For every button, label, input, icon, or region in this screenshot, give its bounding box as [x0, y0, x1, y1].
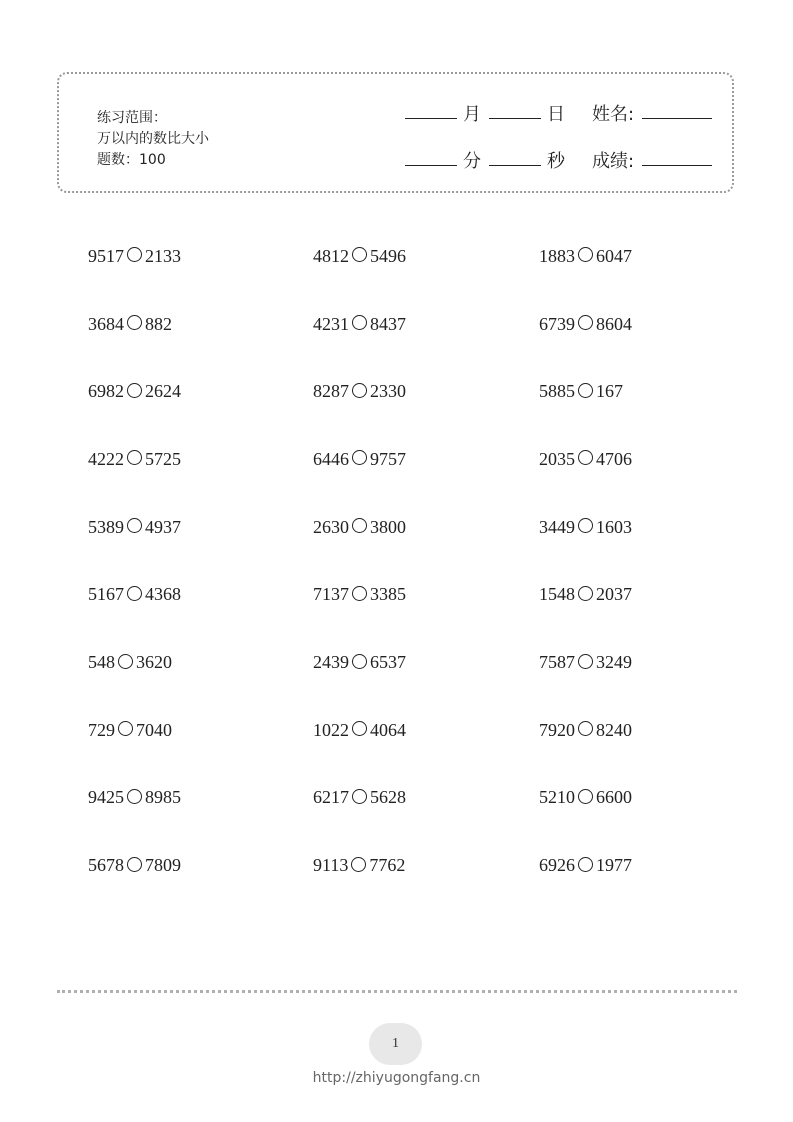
answer-circle[interactable] — [127, 383, 142, 398]
problem-item — [539, 716, 632, 740]
answer-circle[interactable] — [578, 721, 593, 736]
answer-circle[interactable] — [352, 315, 367, 330]
answer-circle[interactable] — [352, 586, 367, 601]
answer-circle[interactable] — [127, 450, 142, 465]
answer-circle[interactable] — [352, 518, 367, 533]
right-number: 5496 — [370, 245, 406, 266]
right-number: 3620 — [136, 652, 172, 673]
right-number: 2037 — [596, 584, 632, 605]
answer-circle[interactable] — [118, 721, 133, 736]
answer-circle[interactable] — [352, 721, 367, 736]
left-number: 5678 — [88, 855, 124, 876]
right-number: 6537 — [370, 652, 406, 673]
scope-info — [97, 108, 209, 171]
right-number: 2624 — [145, 381, 181, 402]
answer-circle[interactable] — [578, 450, 593, 465]
problem-item — [539, 310, 632, 334]
right-number: 4937 — [145, 516, 181, 537]
right-number: 6047 — [596, 245, 632, 266]
right-number: 4706 — [596, 448, 632, 469]
right-number: 3800 — [370, 516, 406, 537]
problem-item — [539, 445, 632, 469]
answer-circle[interactable] — [127, 315, 142, 330]
problem-item — [313, 784, 406, 808]
answer-circle[interactable] — [578, 383, 593, 398]
answer-circle[interactable] — [578, 857, 593, 872]
answer-circle[interactable] — [578, 315, 593, 330]
right-number: 4368 — [145, 584, 181, 605]
left-number: 7920 — [539, 719, 575, 740]
worksheet-header — [57, 72, 734, 193]
answer-circle[interactable] — [578, 247, 593, 262]
left-number: 548 — [88, 652, 115, 673]
left-number: 9425 — [88, 787, 124, 808]
right-number: 167 — [596, 381, 623, 402]
answer-circle[interactable] — [127, 247, 142, 262]
answer-circle[interactable] — [127, 518, 142, 533]
left-number: 1883 — [539, 245, 575, 266]
left-number: 1548 — [539, 584, 575, 605]
left-number: 4222 — [88, 448, 124, 469]
answer-circle[interactable] — [127, 857, 142, 872]
day-blank[interactable] — [489, 118, 541, 119]
problem-item — [539, 784, 632, 808]
answer-circle[interactable] — [352, 247, 367, 262]
answer-circle[interactable] — [352, 450, 367, 465]
right-number: 8985 — [145, 787, 181, 808]
right-number: 3385 — [370, 584, 406, 605]
right-number: 882 — [145, 313, 172, 334]
problem-item — [539, 242, 632, 266]
left-number: 7587 — [539, 652, 575, 673]
problem-item — [313, 581, 406, 605]
problem-item — [88, 716, 172, 740]
name-label: 姓名: — [592, 104, 635, 125]
left-number: 3684 — [88, 313, 124, 334]
problem-item — [88, 851, 181, 875]
answer-circle[interactable] — [578, 789, 593, 804]
left-number: 3449 — [539, 516, 575, 537]
left-number: 4812 — [313, 245, 349, 266]
problem-item — [88, 581, 181, 605]
problem-item — [88, 310, 172, 334]
right-number: 7809 — [145, 855, 181, 876]
left-number: 9113 — [313, 855, 349, 876]
right-number: 1603 — [596, 516, 632, 537]
left-number: 6926 — [539, 855, 575, 876]
right-number: 2330 — [370, 381, 406, 402]
right-number: 8240 — [596, 719, 632, 740]
right-number: 2133 — [145, 245, 181, 266]
problem-item — [539, 851, 632, 875]
answer-circle[interactable] — [127, 586, 142, 601]
right-number: 4064 — [370, 719, 406, 740]
left-number: 5167 — [88, 584, 124, 605]
problem-item — [539, 513, 632, 537]
problem-item — [88, 784, 181, 808]
answer-circle[interactable] — [578, 518, 593, 533]
answer-circle[interactable] — [352, 789, 367, 804]
second-blank[interactable] — [489, 165, 541, 166]
day-label: 日 — [547, 104, 565, 125]
left-number: 2439 — [313, 652, 349, 673]
problem-item — [313, 310, 406, 334]
site-url: http://zhiyugongfang.cn — [312, 1070, 481, 1086]
left-number: 6982 — [88, 381, 124, 402]
right-number: 8437 — [370, 313, 406, 334]
left-number: 1022 — [313, 719, 349, 740]
left-number: 6739 — [539, 313, 575, 334]
problem-item — [313, 851, 405, 875]
right-number: 9757 — [370, 448, 406, 469]
right-number: 7762 — [369, 855, 406, 876]
minute-label: 分 — [463, 151, 481, 172]
right-number: 3249 — [596, 652, 632, 673]
problem-item — [88, 377, 181, 401]
answer-circle[interactable] — [352, 654, 367, 669]
month-blank[interactable] — [405, 118, 457, 119]
left-number: 6446 — [313, 448, 349, 469]
left-number: 7137 — [313, 584, 349, 605]
answer-circle[interactable] — [118, 654, 133, 669]
score-label: 成绩: — [592, 151, 635, 172]
footer-divider — [57, 990, 737, 993]
answer-circle[interactable] — [578, 586, 593, 601]
left-number: 5389 — [88, 516, 124, 537]
name-blank[interactable] — [642, 118, 712, 119]
problem-item — [88, 242, 181, 266]
left-number: 729 — [88, 719, 115, 740]
right-number: 5628 — [370, 787, 406, 808]
problem-item — [313, 716, 406, 740]
page-number: 1 — [369, 1023, 422, 1065]
right-number: 7040 — [136, 719, 172, 740]
month-label: 月 — [463, 104, 481, 125]
minute-blank[interactable] — [405, 165, 457, 166]
right-number: 5725 — [145, 448, 181, 469]
score-blank[interactable] — [642, 165, 712, 166]
left-number: 9517 — [88, 245, 124, 266]
answer-circle[interactable] — [351, 857, 366, 872]
problem-item — [313, 513, 406, 537]
answer-circle[interactable] — [578, 654, 593, 669]
left-number: 5885 — [539, 381, 575, 402]
problem-item — [313, 377, 406, 401]
problem-item — [313, 242, 406, 266]
left-number: 6217 — [313, 787, 349, 808]
left-number: 8287 — [313, 381, 349, 402]
problem-item — [88, 648, 172, 672]
scope-value: 万以内的数比大小 — [97, 131, 209, 147]
question-count: 题数：100 — [97, 152, 166, 168]
answer-circle[interactable] — [352, 383, 367, 398]
problem-item — [88, 513, 181, 537]
scope-label: 练习范围： — [97, 110, 167, 126]
right-number: 8604 — [596, 313, 632, 334]
problem-item — [539, 581, 632, 605]
problem-item — [539, 377, 623, 401]
right-number: 1977 — [596, 855, 632, 876]
second-label: 秒 — [547, 151, 565, 172]
problem-item — [313, 648, 406, 672]
left-number: 2630 — [313, 516, 349, 537]
problem-item — [88, 445, 181, 469]
left-number: 4231 — [313, 313, 349, 334]
left-number: 2035 — [539, 448, 575, 469]
problem-item — [539, 648, 632, 672]
problem-item — [313, 445, 406, 469]
answer-circle[interactable] — [127, 789, 142, 804]
left-number: 5210 — [539, 787, 575, 808]
right-number: 6600 — [596, 787, 632, 808]
